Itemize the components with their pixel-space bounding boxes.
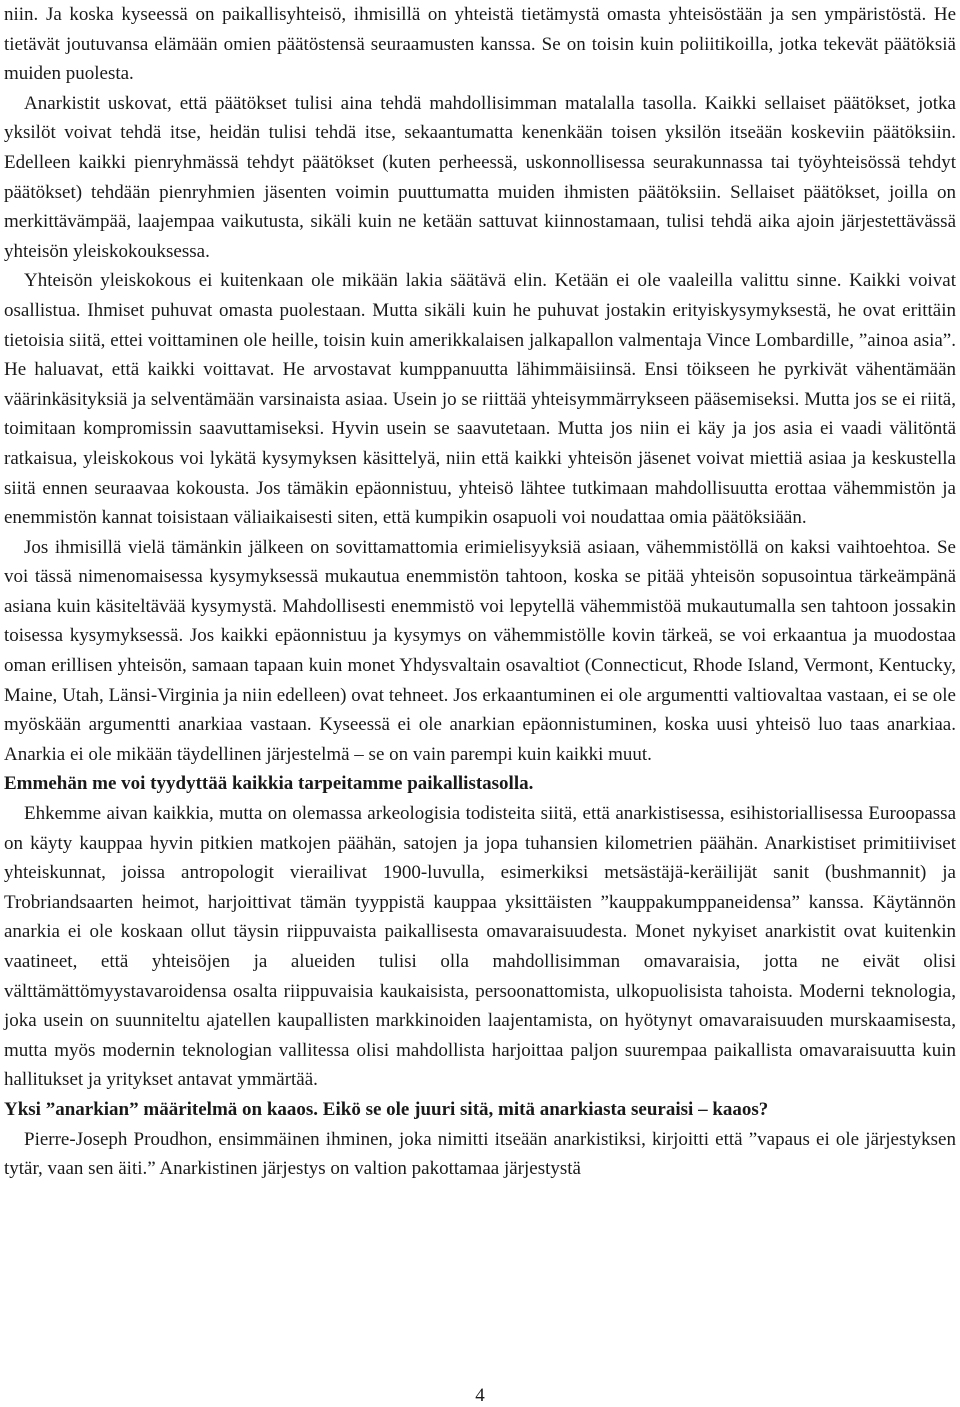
paragraph-minority-options: Jos ihmisillä vielä tämänkin jälkeen on sovittamattomia erimielisyyksiä asiaan, vähemmistöllä on kaksi vaihtoehtoa. Se voi tässä nimenomaisessa kysymyksessä mukautua enemmistön tahtoon, koska se pitää yhteisön sopusointua tärkeämpänä asiana kuin käsiteltävää kysymystä. Mahdollisesti enemmistö voi lepytellä vähemmistöä mukautumalla sen tahtoon jossakin toisessa kysymyksessä. Jos kaikki epäonnistuu ja kysymys on vähemmistölle kovin tärkeä, se voi erkaantua ja muodostaa oman erillisen yhteisön, samaan tapaan kuin monet Yhdysvaltain osavaltiot (Connecticut, Rhode Island, Vermont, Kentucky, Maine, Utah, Länsi-Virginia ja niin edelleen) ovat tehneet. Jos erkaantuminen ei ole argumentti valtiovaltaa vastaan, ei se ole myöskään argumentti anarkiaa vastaan. Kyseessä ei ole anarkian epäonnistuminen, koska uusi yhteisö luo taas anarkiaa. Anarkia ei ole mikään täydellinen järjestelmä – se on vain parempi kuin kaikki muut.	[4, 536, 956, 765]
answer-local-needs: Ehkemme aivan kaikkia, mutta on olemassa arkeologisia todisteita siitä, että anarkistisessa, esihistoriallisessa Euroopassa on käyty kauppaa hyvin pitkien matkojen päähän, satojen ja jopa tuhansien kilometrien päähän. Anarkistiset primitiiviset yhteiskunnat, joissa antropologit vierailivat 1900-luvulla, esimerkiksi metsästäjä-keräilijät sanit (bushmannit) ja Trobriandsaarten heimot, harjoittivat tämän tyyppistä kauppaa yksittäisten ”kauppakumppaneidensa” kanssa. Käytännön anarkia ei ole koskaan ollut täysin riippuvaista paikallisesta omavaraisuudesta. Monet nykyiset anarkistit ovat kuitenkin vaatineet, että yhteisöjen ja alueiden tulisi olla mahdollisimman omavaraisia, jotta ne eivät olisi välttämättömyystavaroidensa osalta riippuvaisia kaukaisista, persoonattomista, ulkopuolisista tahoista. Moderni teknologia, joka usein on suunniteltu ajatellen kaupallisten markkinoiden laajentamista, on hyötynyt omavaraisuuden murskaamisesta, mutta myös modernin teknologian vallitessa olisi mahdollista harjoittaa paljon suurempaa paikallista omavaraisuutta kuin hallitukset ja yritykset antavat ymmärtää.	[4, 803, 956, 1091]
answer-chaos: Pierre-Joseph Proudhon, ensimmäinen ihminen, joka nimitti itseään anarkistiksi, kirjoitti että ”vapaus ei ole järjestyksen tytär, vaan sen äiti.” Anarkistinen järjestys on valtion pakottamaa järjestystä	[4, 1128, 956, 1180]
paragraph-general-assembly: Yhteisön yleiskokous ei kuitenkaan ole mikään lakia säätävä elin. Ketään ei ole vaaleilla valittu sinne. Kaikki voivat osallistua. Ihmiset puhuvat omasta puolestaan. Mutta sikäli kuin he puhuvat jostakin erityiskysymyksestä, he ovat erittäin tietoisia siitä, ettei voittaminen ole heille, toisin kuin amerikkalaisen jalkapallon valmentaja Vince Lombardille, ”ainoa asia”. He haluavat, että kaikki voittavat. He arvostavat kumppanuutta lähimmäisiinsä. Ensi töikseen he pyrkivät vähentämään väärinkäsityksiä ja selventämään varsinaista asiaa. Usein jo se riittää yhteisymmärrykseen pääsemiseksi. Mutta jos se ei riitä, toimitaan kompromissin saavuttamiseksi. Hyvin usein se saavutetaan. Mutta jos niin ei käy ja jos asia ei vaadi välitöntä ratkaisua, yleiskokous voi lykätä kysymyksen käsittelyä, niin että kaikki yhteisön jäsenet voivat miettiä asiaa ja keskustella siitä ennen seuraavaa kokousta. Jos tämäkin epäonnistuu, yhteisö lähtee tutkimaan mahdollisuutta erottaa vähemmistön ja enemmistön kannat toisistaan väliaikaisesti siten, että kumpikin osapuoli voi noudattaa omia päätöksiään.	[4, 270, 956, 529]
page-number: 4	[475, 1385, 485, 1406]
document-body	[4, 0, 956, 1184]
paragraph-continued: niin. Ja koska kyseessä on paikallisyhteisö, ihmisillä on yhteistä tietämystä omasta yhteisöstään ja sen ympäristöstä. He tietävät joutuvansa elämään omien päätöstensä seuraamusten kanssa. Se on toisin kuin poliitikoilla, jotka tekevät päätöksiä muiden puolesta.	[4, 4, 956, 85]
paragraph-decision-levels: Anarkistit uskovat, että päätökset tulisi aina tehdä mahdollisimman matalalla tasolla. Kaikki sellaiset päätökset, jotka yksilöt voivat tehdä itse, heidän tulisi tehdä itse, sekaantumatta kenenkään toisen yksilön itseään koskeviin päätöksiin. Edelleen kaikki pienryhmässä tehdyt päätökset (kuten perheessä, uskonnollisessa seurakunnassa tai työyhteisössä tehdyt päätökset) tehdään pienryhmien jäsenten voimin puuttumatta muiden ihmisten päätöksiin. Sellaiset päätökset, joilla on merkittävämpää, laajempaa vaikutusta, sikäli kuin ne ketään sattuvat kiinnostamaan, tulisi tehdä aika ajoin järjestettävässä yhteisön yleiskokouksessa.	[4, 92, 956, 262]
question-local-needs: Emmehän me voi tyydyttää kaikkia tarpeitamme paikallistasolla.	[4, 773, 534, 795]
question-chaos: Yksi ”anarkian” määritelmä on kaaos. Eikö se ole juuri sitä, mitä anarkiasta seuraisi – kaaos?	[4, 1098, 769, 1120]
